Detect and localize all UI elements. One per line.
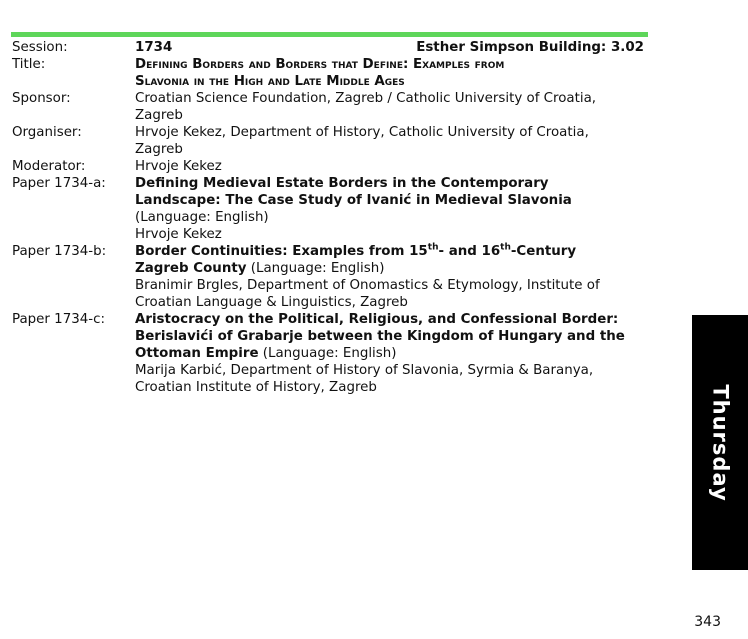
moderator-row [12,158,652,175]
sponsor-line: Croatian Science Foundation, Zagreb / Catholic University of Croatia, [135,91,597,106]
paper-author: Hrvoje Kekez [135,227,222,242]
day-side-tab-label: Thursday [708,383,733,502]
paper-author: Croatian Language & Linguistics, Zagreb [135,295,408,310]
organiser-line: Zagreb [135,142,183,157]
session-label: Session: [12,40,68,55]
paper-row [12,243,652,311]
organiser-label: Organiser: [12,125,82,140]
paper-language: (Language: English) [135,210,269,225]
paper-label: Paper 1734-b: [12,244,107,259]
paper-title-text: Zagreb County [135,261,247,276]
session-row [12,39,652,56]
title-row [12,56,652,90]
session-info [135,39,652,56]
paper-author: Croatian Institute of History, Zagreb [135,380,377,395]
paper-row [12,311,652,396]
paper-label: Paper 1734-c: [12,312,105,327]
paper-row [12,175,652,243]
page-number: 343 [694,614,721,630]
session-number: 1734 [135,40,173,55]
sponsor-row [12,90,652,124]
session-title-line: Defining Borders and Borders that Define: Examples from [135,57,505,72]
paper-title-line [135,260,652,277]
moderator-name: Hrvoje Kekez [135,159,222,174]
paper-title-text: - and 16 [438,244,501,259]
sponsor-line: Zagreb [135,108,183,123]
paper-title-line: Landscape: The Case Study of Ivanić in Medieval Slavonia [135,193,572,208]
session-location: Esther Simpson Building: 3.02 [416,40,644,55]
organiser-value [135,124,652,158]
organiser-row [12,124,652,158]
title-label: Title: [12,57,46,72]
sponsor-value [135,90,652,124]
paper-author: Marija Karbić, Department of History of Slavonia, Syrmia & Baranya, [135,363,594,378]
paper-author: Branimir Brgles, Department of Onomastics & Etymology, Institute of [135,278,600,293]
organiser-line: Hrvoje Kekez, Department of History, Catholic University of Croatia, [135,125,589,140]
paper-title-text: Border Continuities: Examples from 15 [135,244,428,259]
paper-title-line: Berislavići of Grabarje between the Kingdom of Hungary and the [135,329,625,344]
paper-label: Paper 1734-a: [12,176,106,191]
paper-title-line: Defining Medieval Estate Borders in the Contemporary [135,176,549,191]
paper-language: (Language: English) [262,346,397,361]
paper-title-text: -Century [510,244,577,259]
paper-details [135,175,652,243]
moderator-label: Moderator: [12,159,86,174]
paper-title-text: Ottoman Empire [135,346,259,361]
paper-title-line [135,243,652,260]
sponsor-label: Sponsor: [12,91,71,106]
session-block [12,39,652,396]
paper-title-line: Aristocracy on the Political, Religious, and Confessional Border: [135,312,619,327]
session-title-line: Slavonia in the High and Late Middle Ages [135,74,405,89]
paper-language: (Language: English) [250,261,385,276]
ordinal-suffix: th [500,242,511,253]
day-side-tab [692,315,748,570]
paper-details [135,311,652,396]
session-title [135,56,652,90]
paper-details [135,243,652,311]
paper-title-line [135,345,652,362]
session-header-rule [11,32,648,37]
ordinal-suffix: th [427,242,439,253]
